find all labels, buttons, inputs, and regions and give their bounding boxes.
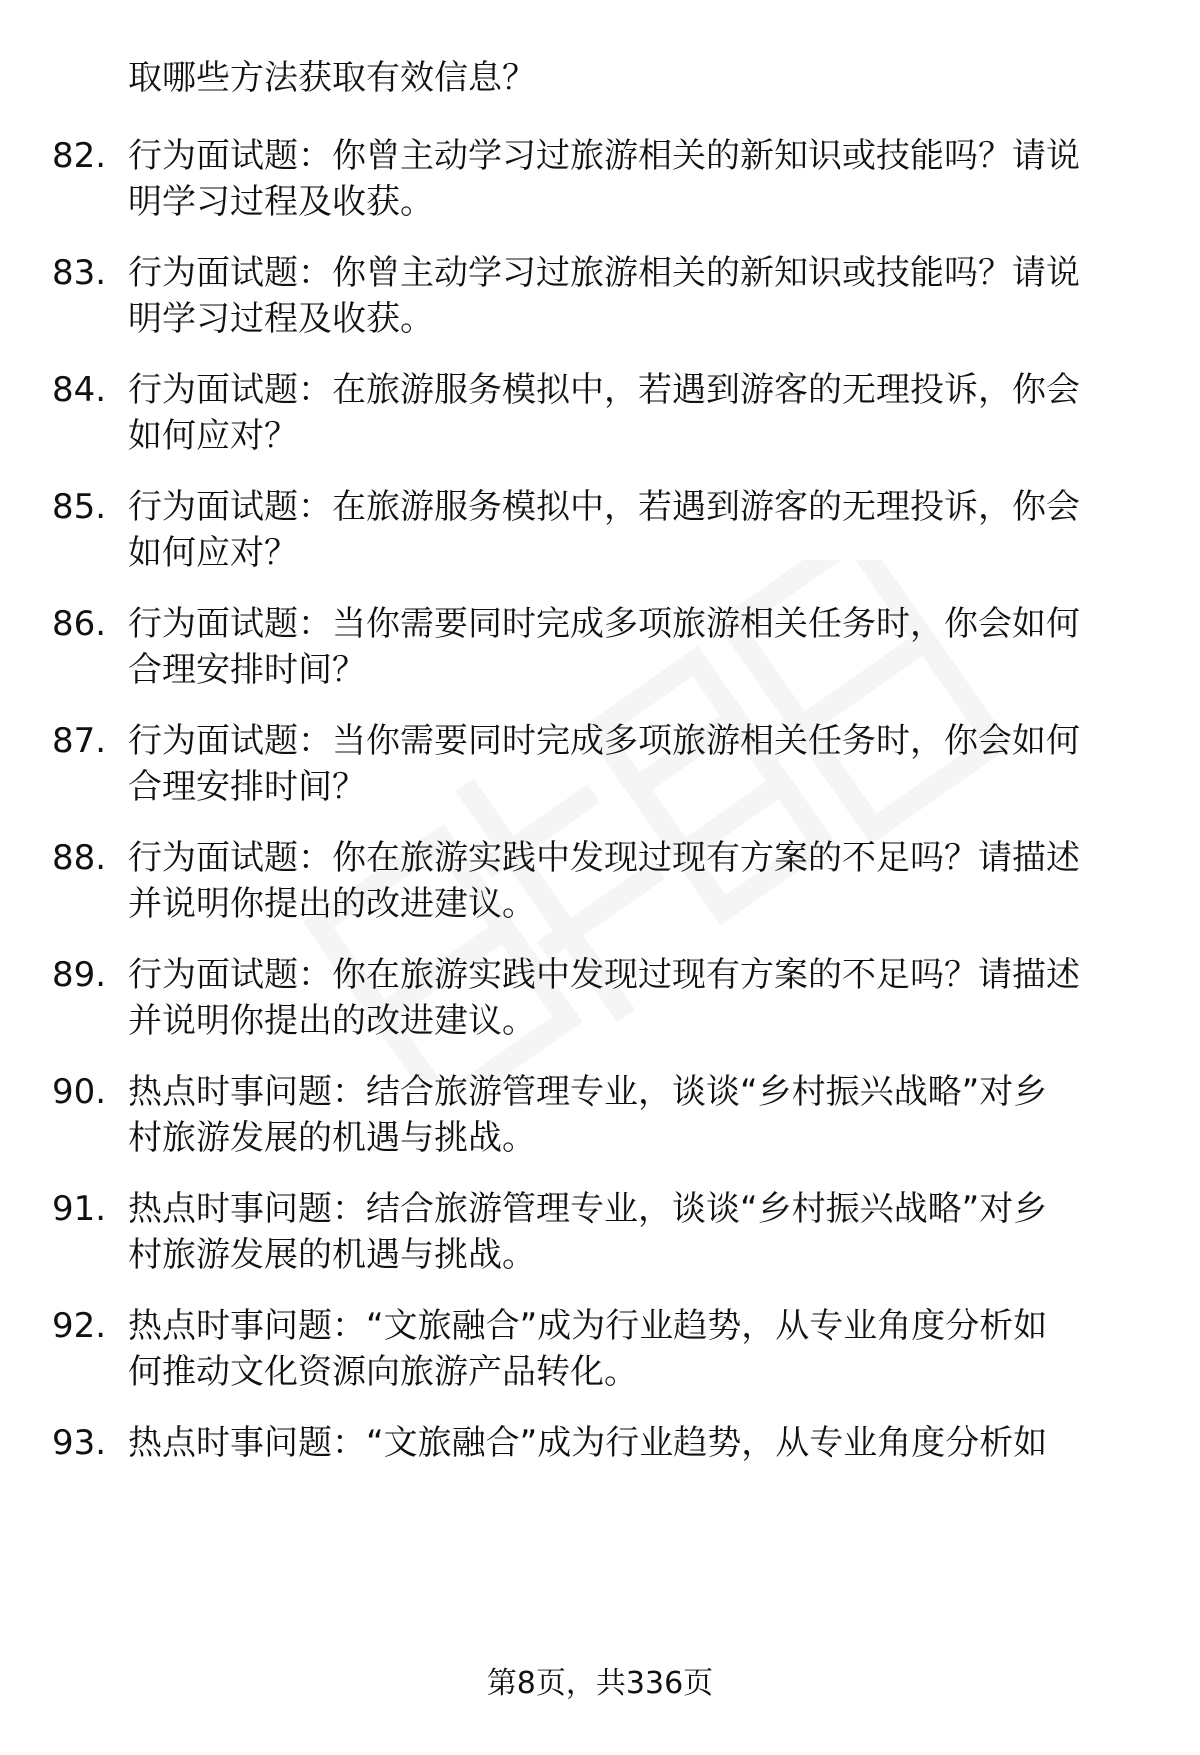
question-item (0, 250, 1200, 350)
question-item (0, 484, 1200, 584)
question-item (0, 133, 1200, 233)
continuation-line: 取哪些方法获取有效信息？ (128, 58, 536, 98)
question-text-line-1: 热点时事问题：“文旅融合”成为行业趋势，从专业角度分析如 (128, 1306, 1048, 1346)
question-number: 93. (52, 1423, 107, 1463)
question-text-line-2: 何推动文化资源向旅游产品转化。 (128, 1352, 638, 1392)
question-text-line-2: 并说明你提出的改进建议。 (128, 884, 536, 924)
question-text-line-2: 如何应对？ (128, 416, 298, 456)
question-number: 88. (52, 838, 107, 878)
question-number: 83. (52, 253, 107, 293)
question-item (0, 952, 1200, 1052)
page-footer: 第8页，共336页 (486, 1666, 714, 1701)
question-text-line-2: 并说明你提出的改进建议。 (128, 1001, 536, 1041)
question-number: 89. (52, 955, 107, 995)
question-item (0, 1069, 1200, 1169)
question-text-line-2: 如何应对？ (128, 533, 298, 573)
question-text-line-2: 村旅游发展的机遇与挑战。 (128, 1235, 536, 1275)
question-text-line-2: 合理安排时间？ (128, 767, 366, 807)
question-item (0, 1303, 1200, 1403)
question-number: 91. (52, 1189, 107, 1229)
question-text-line-2: 明学习过程及收获。 (128, 182, 434, 222)
question-text-line-1: 行为面试题：在旅游服务模拟中，若遇到游客的无理投诉，你会 (128, 487, 1080, 527)
question-text-line-1: 热点时事问题：结合旅游管理专业，谈谈“乡村振兴战略”对乡 (128, 1072, 1048, 1112)
question-text-line-1: 行为面试题：当你需要同时完成多项旅游相关任务时，你会如何 (128, 721, 1080, 761)
question-number: 87. (52, 721, 107, 761)
question-item (0, 1420, 1200, 1520)
question-text-line-2: 合理安排时间？ (128, 650, 366, 690)
question-number: 86. (52, 604, 107, 644)
question-text-line-1: 热点时事问题：“文旅融合”成为行业趋势，从专业角度分析如 (128, 1423, 1048, 1463)
question-item (0, 718, 1200, 818)
question-text-line-2: 明学习过程及收获。 (128, 299, 434, 339)
question-number: 82. (52, 136, 107, 176)
question-item (0, 367, 1200, 467)
question-number: 85. (52, 487, 107, 527)
question-text-line-1: 行为面试题：在旅游服务模拟中，若遇到游客的无理投诉，你会 (128, 370, 1080, 410)
question-item (0, 601, 1200, 701)
question-item (0, 1186, 1200, 1286)
question-item (0, 835, 1200, 935)
question-text-line-1: 行为面试题：你在旅游实践中发现过现有方案的不足吗？请描述 (128, 955, 1080, 995)
question-number: 84. (52, 370, 107, 410)
question-text-line-1: 行为面试题：当你需要同时完成多项旅游相关任务时，你会如何 (128, 604, 1080, 644)
question-text-line-1: 热点时事问题：结合旅游管理专业，谈谈“乡村振兴战略”对乡 (128, 1189, 1048, 1229)
question-number: 92. (52, 1306, 107, 1346)
question-text-line-1: 行为面试题：你曾主动学习过旅游相关的新知识或技能吗？请说 (128, 136, 1080, 176)
question-text-line-1: 行为面试题：你曾主动学习过旅游相关的新知识或技能吗？请说 (128, 253, 1080, 293)
question-text-line-2: 村旅游发展的机遇与挑战。 (128, 1118, 536, 1158)
question-text-line-1: 行为面试题：你在旅游实践中发现过现有方案的不足吗？请描述 (128, 838, 1080, 878)
question-number: 90. (52, 1072, 107, 1112)
